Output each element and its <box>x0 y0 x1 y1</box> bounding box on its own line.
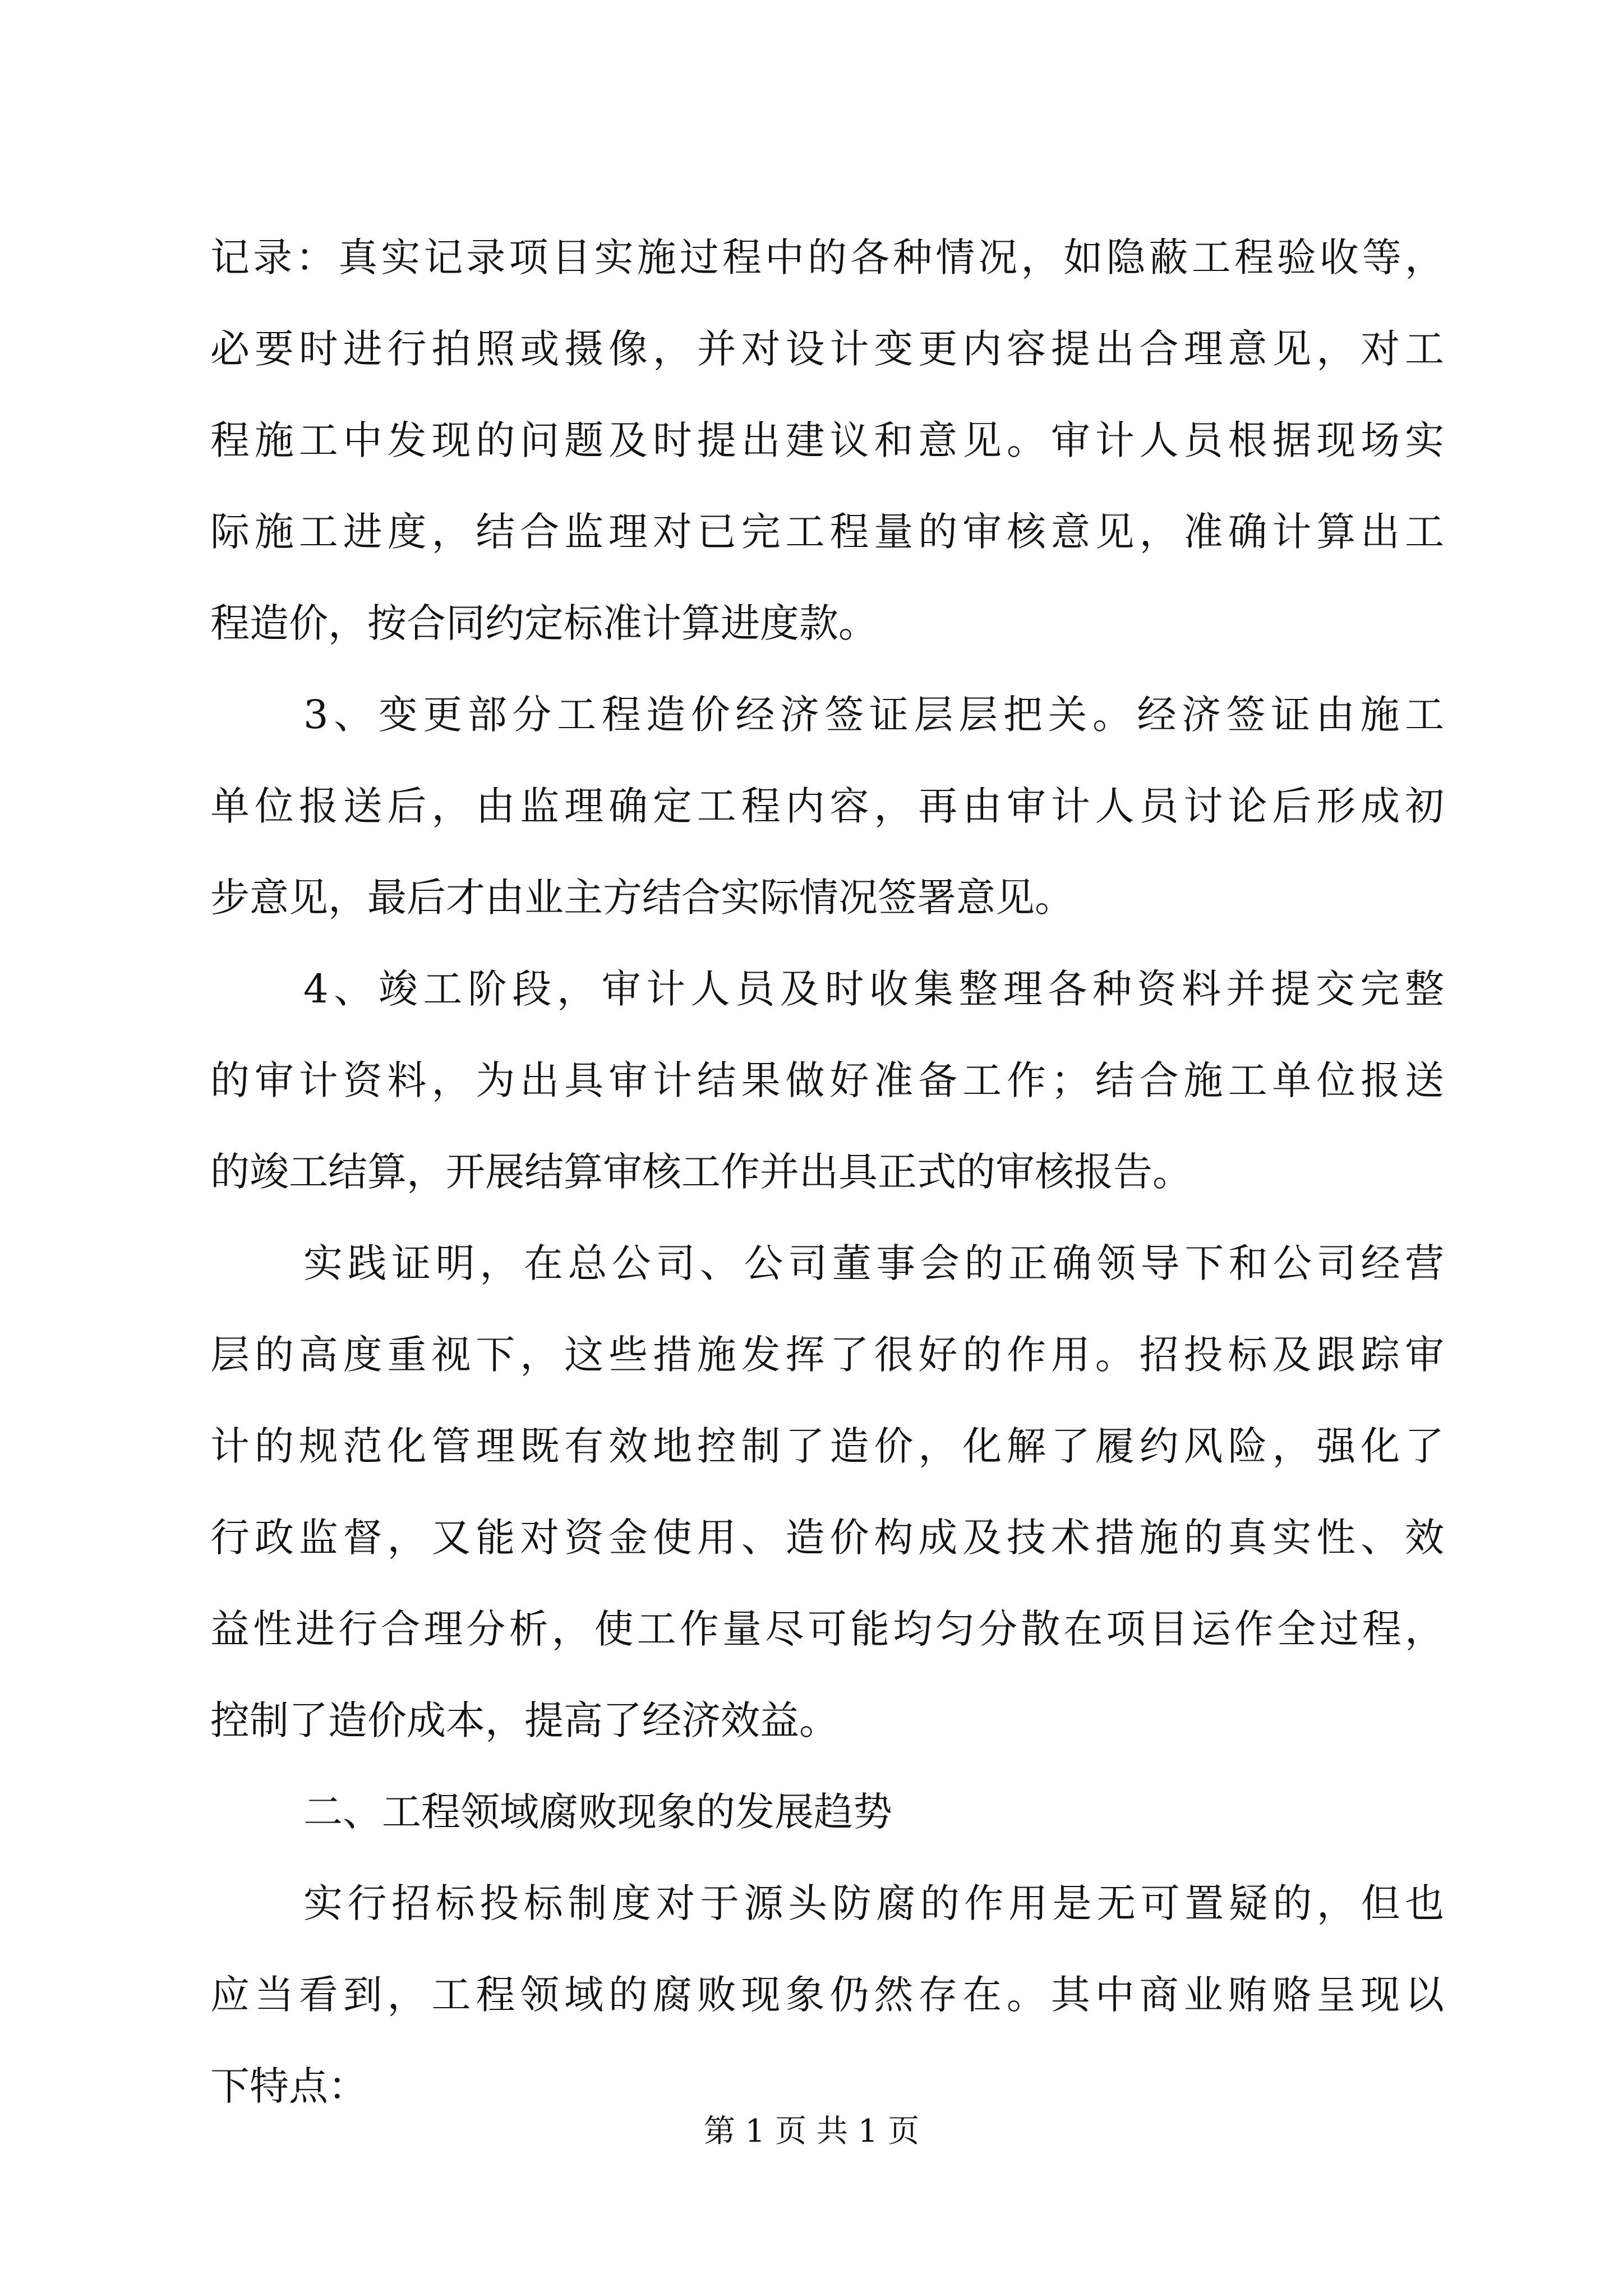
text-line: 际施工进度，结合监理对已完工程量的审核意见，准确计算出工 <box>210 509 1444 555</box>
text-line: 4、竣工阶段，审计人员及时收集整理各种资料并提交完整 <box>303 966 1444 1012</box>
text-line: 程施工中发现的问题及时提出建议和意见。审计人员根据现场实 <box>210 417 1444 463</box>
text-line: 步意见，最后才由业主方结合实际情况签署意见。 <box>210 875 1074 921</box>
text-line: 控制了造价成本，提高了经济效益。 <box>210 1697 838 1743</box>
page-footer: 第 1 页 共 1 页 <box>703 2113 920 2150</box>
document-body <box>210 212 1444 2132</box>
text-line: 行政监督，又能对资金使用、造价构成及技术措施的真实性、效 <box>210 1515 1444 1561</box>
text-line: 计的规范化管理既有效地控制了造价，化解了履约风险，强化了 <box>210 1423 1444 1469</box>
text-line: 二、工程领域腐败现象的发展趋势 <box>303 1789 892 1835</box>
text-line: 层的高度重视下，这些措施发挥了很好的作用。招投标及跟踪审 <box>210 1332 1444 1378</box>
text-line: 必要时进行拍照或摄像，并对设计变更内容提出合理意见，对工 <box>210 326 1444 372</box>
text-line: 单位报送后，由监理确定工程内容，再由审计人员讨论后形成初 <box>210 783 1444 829</box>
text-line: 记录：真实记录项目实施过程中的各种情况，如隐蔽工程验收等， <box>210 234 1444 280</box>
text-line: 应当看到，工程领域的腐败现象仍然存在。其中商业贿赂呈现以 <box>210 1972 1444 2018</box>
text-line: 下特点： <box>210 2063 367 2109</box>
text-line: 的竣工结算，开展结算审核工作并出具正式的审核报告。 <box>210 1149 1192 1195</box>
text-line: 实行招标投标制度对于源头防腐的作用是无可置疑的，但也 <box>303 1880 1444 1926</box>
text-line: 3、变更部分工程造价经济签证层层把关。经济签证由施工 <box>303 692 1444 738</box>
text-line: 实践证明，在总公司、公司董事会的正确领导下和公司经营 <box>303 1240 1444 1286</box>
text-line: 的审计资料，为出具审计结果做好准备工作；结合施工单位报送 <box>210 1057 1444 1103</box>
text-line: 益性进行合理分析，使工作量尽可能均匀分散在项目运作全过程， <box>210 1606 1444 1652</box>
text-line: 程造价，按合同约定标准计算进度款。 <box>210 600 878 646</box>
